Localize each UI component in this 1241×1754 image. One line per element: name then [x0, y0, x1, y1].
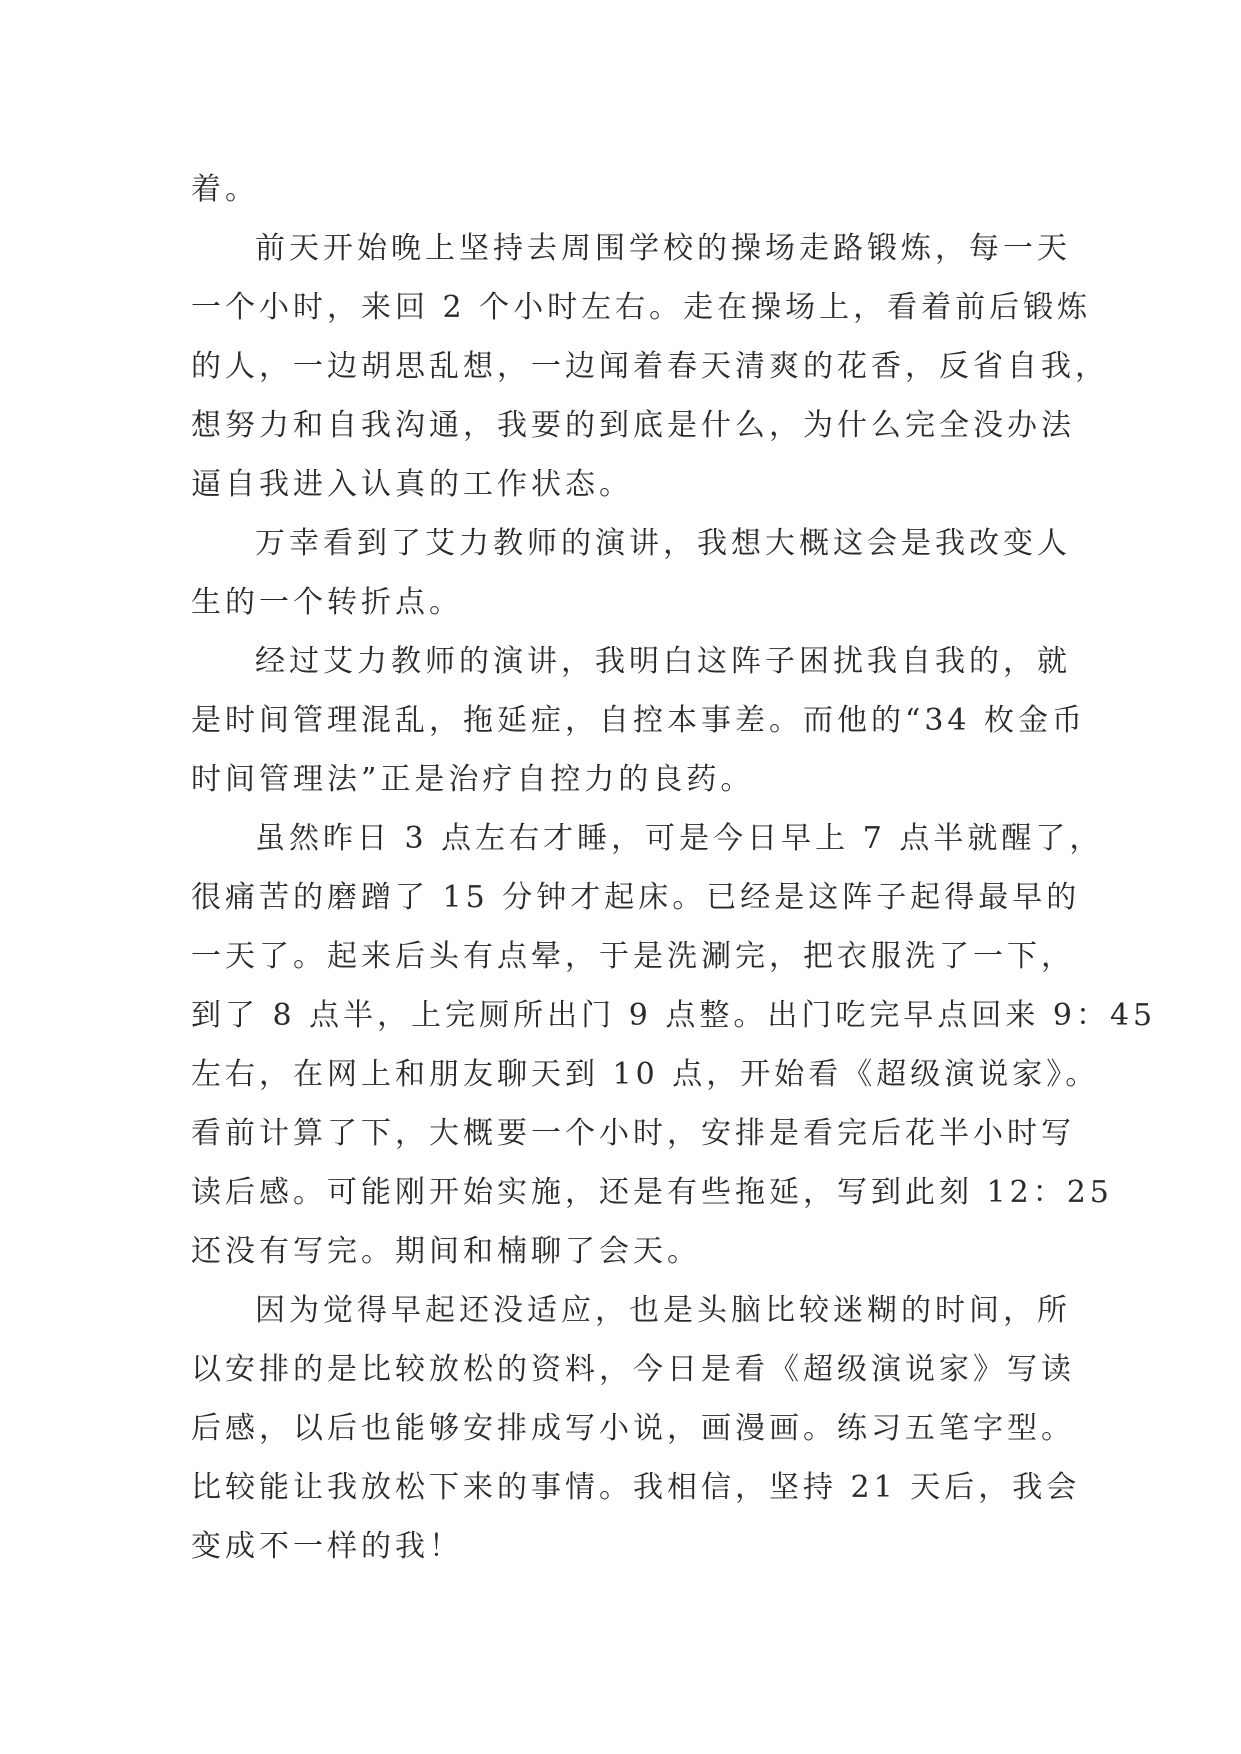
text-line: 后感，以后也能够安排成写小说，画漫画。练习五笔字型。	[191, 1411, 1075, 1446]
text-line: 生的一个转折点。	[191, 585, 463, 620]
text-line: 以安排的是比较放松的资料，今日是看《超级演说家》写读	[191, 1352, 1075, 1387]
text-line: 时间管理法”正是治疗自控力的良药。	[191, 762, 755, 797]
text-line: 万幸看到了艾力教师的演讲，我想大概这会是我改变人	[255, 526, 1071, 561]
text-line: 一天了。起来后头有点晕，于是洗涮完，把衣服洗了一下，	[191, 939, 1075, 974]
paragraph	[191, 809, 1157, 1281]
text-line: 前天开始晚上坚持去周围学校的操场走路锻炼，每一天	[255, 231, 1071, 266]
paragraph	[191, 632, 1087, 809]
text-line: 的人，一边胡思乱想，一边闻着春天清爽的花香，反省自我，	[191, 349, 1109, 384]
text-line: 比较能让我放松下来的事情。我相信，坚持 21 天后，我会	[191, 1470, 1081, 1505]
text-line: 逼自我进入认真的工作状态。	[191, 467, 633, 502]
paragraph	[191, 160, 1051, 219]
text-line: 因为觉得早起还没适应，也是头脑比较迷糊的时间，所	[255, 1293, 1071, 1328]
text-line: 读后感。可能刚开始实施，还是有些拖延，写到此刻 12：25	[191, 1175, 1113, 1210]
text-line: 还没有写完。期间和楠聊了会天。	[191, 1234, 701, 1269]
paragraph	[191, 1281, 1081, 1576]
text-line: 左右，在网上和朋友聊天到 10 点，开始看《超级演说家》。	[191, 1057, 1100, 1092]
text-line: 一个小时，来回 2 个小时左右。走在操场上，看着前后锻炼	[191, 290, 1092, 325]
text-line: 看前计算了下，大概要一个小时，安排是看完后花半小时写	[191, 1116, 1075, 1151]
text-line: 很痛苦的磨蹭了 15 分钟才起床。已经是这阵子起得最早的	[191, 880, 1081, 915]
document-body	[191, 160, 1157, 1576]
text-line: 虽然昨日 3 点左右才睡，可是今日早上 7 点半就醒了，	[255, 821, 1104, 856]
paragraph	[191, 219, 1109, 514]
text-line: 到了 8 点半，上完厕所出门 9 点整。出门吃完早点回来 9：45	[191, 998, 1157, 1033]
text-line: 想努力和自我沟通，我要的到底是什么，为什么完全没办法	[191, 408, 1075, 443]
text-line: 是时间管理混乱，拖延症，自控本事差。而他的“34 枚金币	[191, 703, 1087, 738]
text-line: 着。	[191, 172, 259, 207]
paragraph	[191, 514, 1071, 632]
text-line: 经过艾力教师的演讲，我明白这阵子困扰我自我的，就	[255, 644, 1071, 679]
text-line: 变成不一样的我！	[191, 1529, 463, 1564]
